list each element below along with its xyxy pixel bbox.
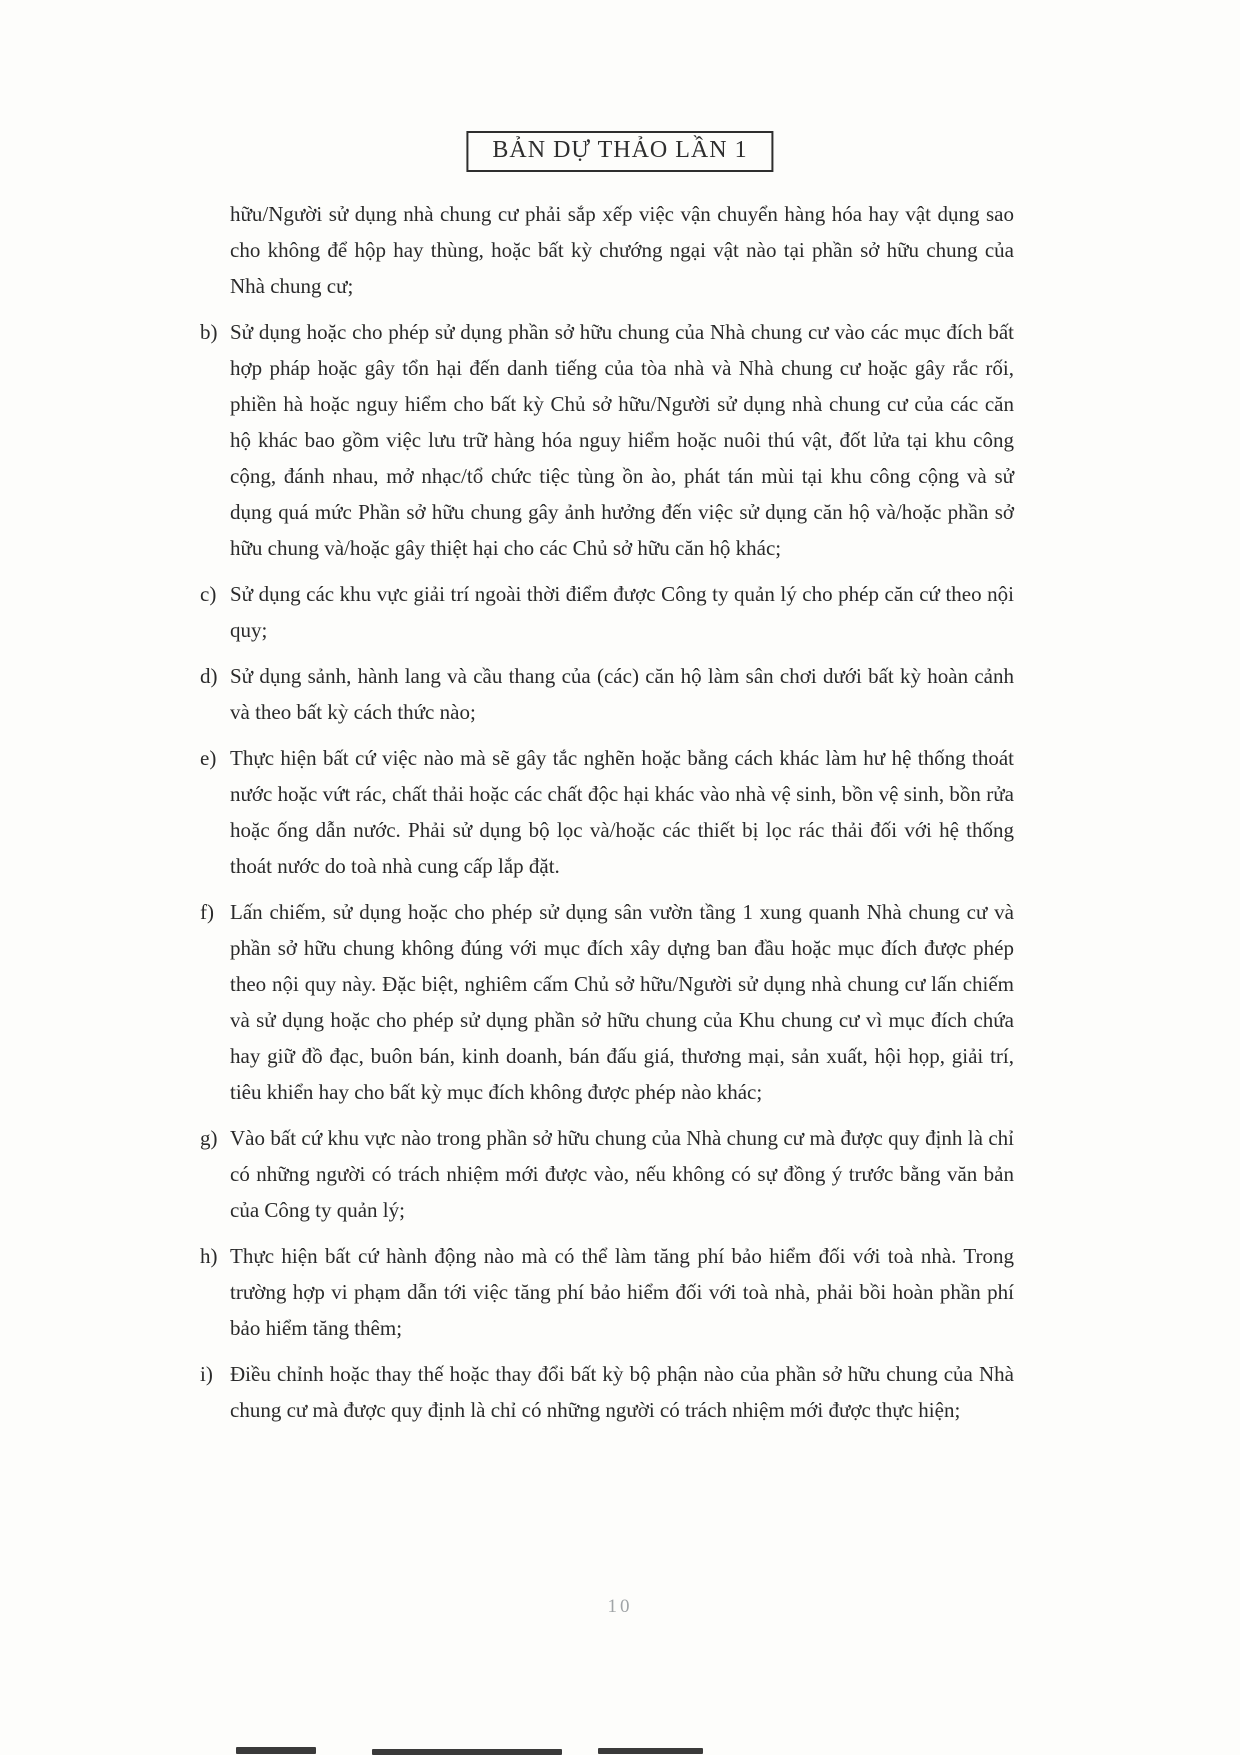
list-item-d [200,658,1014,730]
list-item-text: Sử dụng hoặc cho phép sử dụng phần sở hữu chung của Nhà chung cư vào các mục đích bất hợp pháp hoặc gây tổn hại đến danh tiếng của tòa nhà và Nhà chung cư hoặc gây rắc rối, phiền hà hoặc nguy hiểm cho bất kỳ Chủ sở hữu/Người sử dụng nhà chung cư của các căn hộ khác bao gồm việc lưu trữ hàng hóa nguy hiểm hoặc nuôi thú vật, đốt lửa tại khu công cộng, đánh nhau, mở nhạc/tổ chức tiệc tùng ồn ào, phát tán mùi tại khu công cộng và sử dụng quá mức Phần sở hữu chung gây ảnh hưởng đến việc sử dụng căn hộ và/hoặc phần sở hữu chung và/hoặc gây thiệt hại cho các Chủ sở hữu căn hộ khác; [230,320,1014,560]
paragraph-continuation: hữu/Người sử dụng nhà chung cư phải sắp xếp việc vận chuyển hàng hóa hay vật dụng sao cho không để hộp hay thùng, hoặc bất kỳ chướng ngại vật nào tại phần sở hữu chung của Nhà chung cư; [230,202,1014,298]
scan-artifact [372,1749,562,1755]
list-item-marker: h) [200,1244,218,1268]
list-item-marker: c) [200,582,217,606]
page-number: 10 [607,1596,633,1617]
list-item-i [200,1356,1014,1428]
list-item-h [200,1238,1014,1346]
list-item-g [200,1120,1014,1228]
list-item-text: Thực hiện bất cứ hành động nào mà có thể làm tăng phí bảo hiểm đối với toà nhà. Trong trường hợp vi phạm dẫn tới việc tăng phí bảo hiểm đối với toà nhà, phải bồi hoàn phần phí bảo hiểm tăng thêm; [230,1244,1014,1340]
list-item-e [200,740,1014,884]
list-item-marker: f) [200,900,214,924]
draft-stamp-box [466,131,773,172]
scan-artifact [236,1747,316,1754]
list-item-marker: i) [200,1362,213,1386]
list-item-text: Vào bất cứ khu vực nào trong phần sở hữu chung của Nhà chung cư mà được quy định là chỉ có những người có trách nhiệm mới được vào, nếu không có sự đồng ý trước bằng văn bản của Công ty quản lý; [230,1126,1014,1222]
list-item-c [200,576,1014,648]
draft-stamp-label: BẢN DỰ THẢO LẦN 1 [492,137,748,163]
list-item-marker: d) [200,664,218,688]
list-item-text: Điều chỉnh hoặc thay thế hoặc thay đổi bất kỳ bộ phận nào của phần sở hữu chung của Nhà chung cư mà được quy định là chỉ có những người có trách nhiệm mới được thực hiện; [230,1362,1014,1422]
list-item-marker: e) [200,746,217,770]
list-item-b [200,314,1014,566]
list-item-marker: b) [200,320,218,344]
scan-artifact [598,1748,703,1754]
list-item-text: Thực hiện bất cứ việc nào mà sẽ gây tắc nghẽn hoặc bằng cách khác làm hư hệ thống thoát nước hoặc vứt rác, chất thải hoặc các chất độc hại khác vào nhà vệ sinh, bồn vệ sinh, bồn rửa hoặc ống dẫn nước. Phải sử dụng bộ lọc và/hoặc các thiết bị lọc rác thải đối với hệ thống thoát nước do toà nhà cung cấp lắp đặt. [230,746,1014,878]
list-item-text: Sử dụng các khu vực giải trí ngoài thời điểm được Công ty quản lý cho phép căn cứ theo nội quy; [230,582,1014,642]
list-item-text: Sử dụng sảnh, hành lang và cầu thang của (các) căn hộ làm sân chơi dưới bất kỳ hoàn cảnh và theo bất kỳ cách thức nào; [230,664,1014,724]
list-item-marker: g) [200,1126,218,1150]
list-item-f [200,894,1014,1110]
list-item-text: Lấn chiếm, sử dụng hoặc cho phép sử dụng sân vườn tầng 1 xung quanh Nhà chung cư và phần sở hữu chung không đúng với mục đích xây dựng ban đầu hoặc mục đích được phép theo nội quy này. Đặc biệt, nghiêm cấm Chủ sở hữu/Người sử dụng nhà chung cư lấn chiếm và sử dụng hoặc cho phép sử dụng phần sở hữu chung của Khu chung cư vì mục đích chứa hay giữ đồ đạc, buôn bán, kinh doanh, bán đấu giá, thương mại, sản xuất, hội họp, giải trí, tiêu khiển hay cho bất kỳ mục đích không được phép nào khác; [230,900,1014,1104]
document-body [200,196,1014,1438]
